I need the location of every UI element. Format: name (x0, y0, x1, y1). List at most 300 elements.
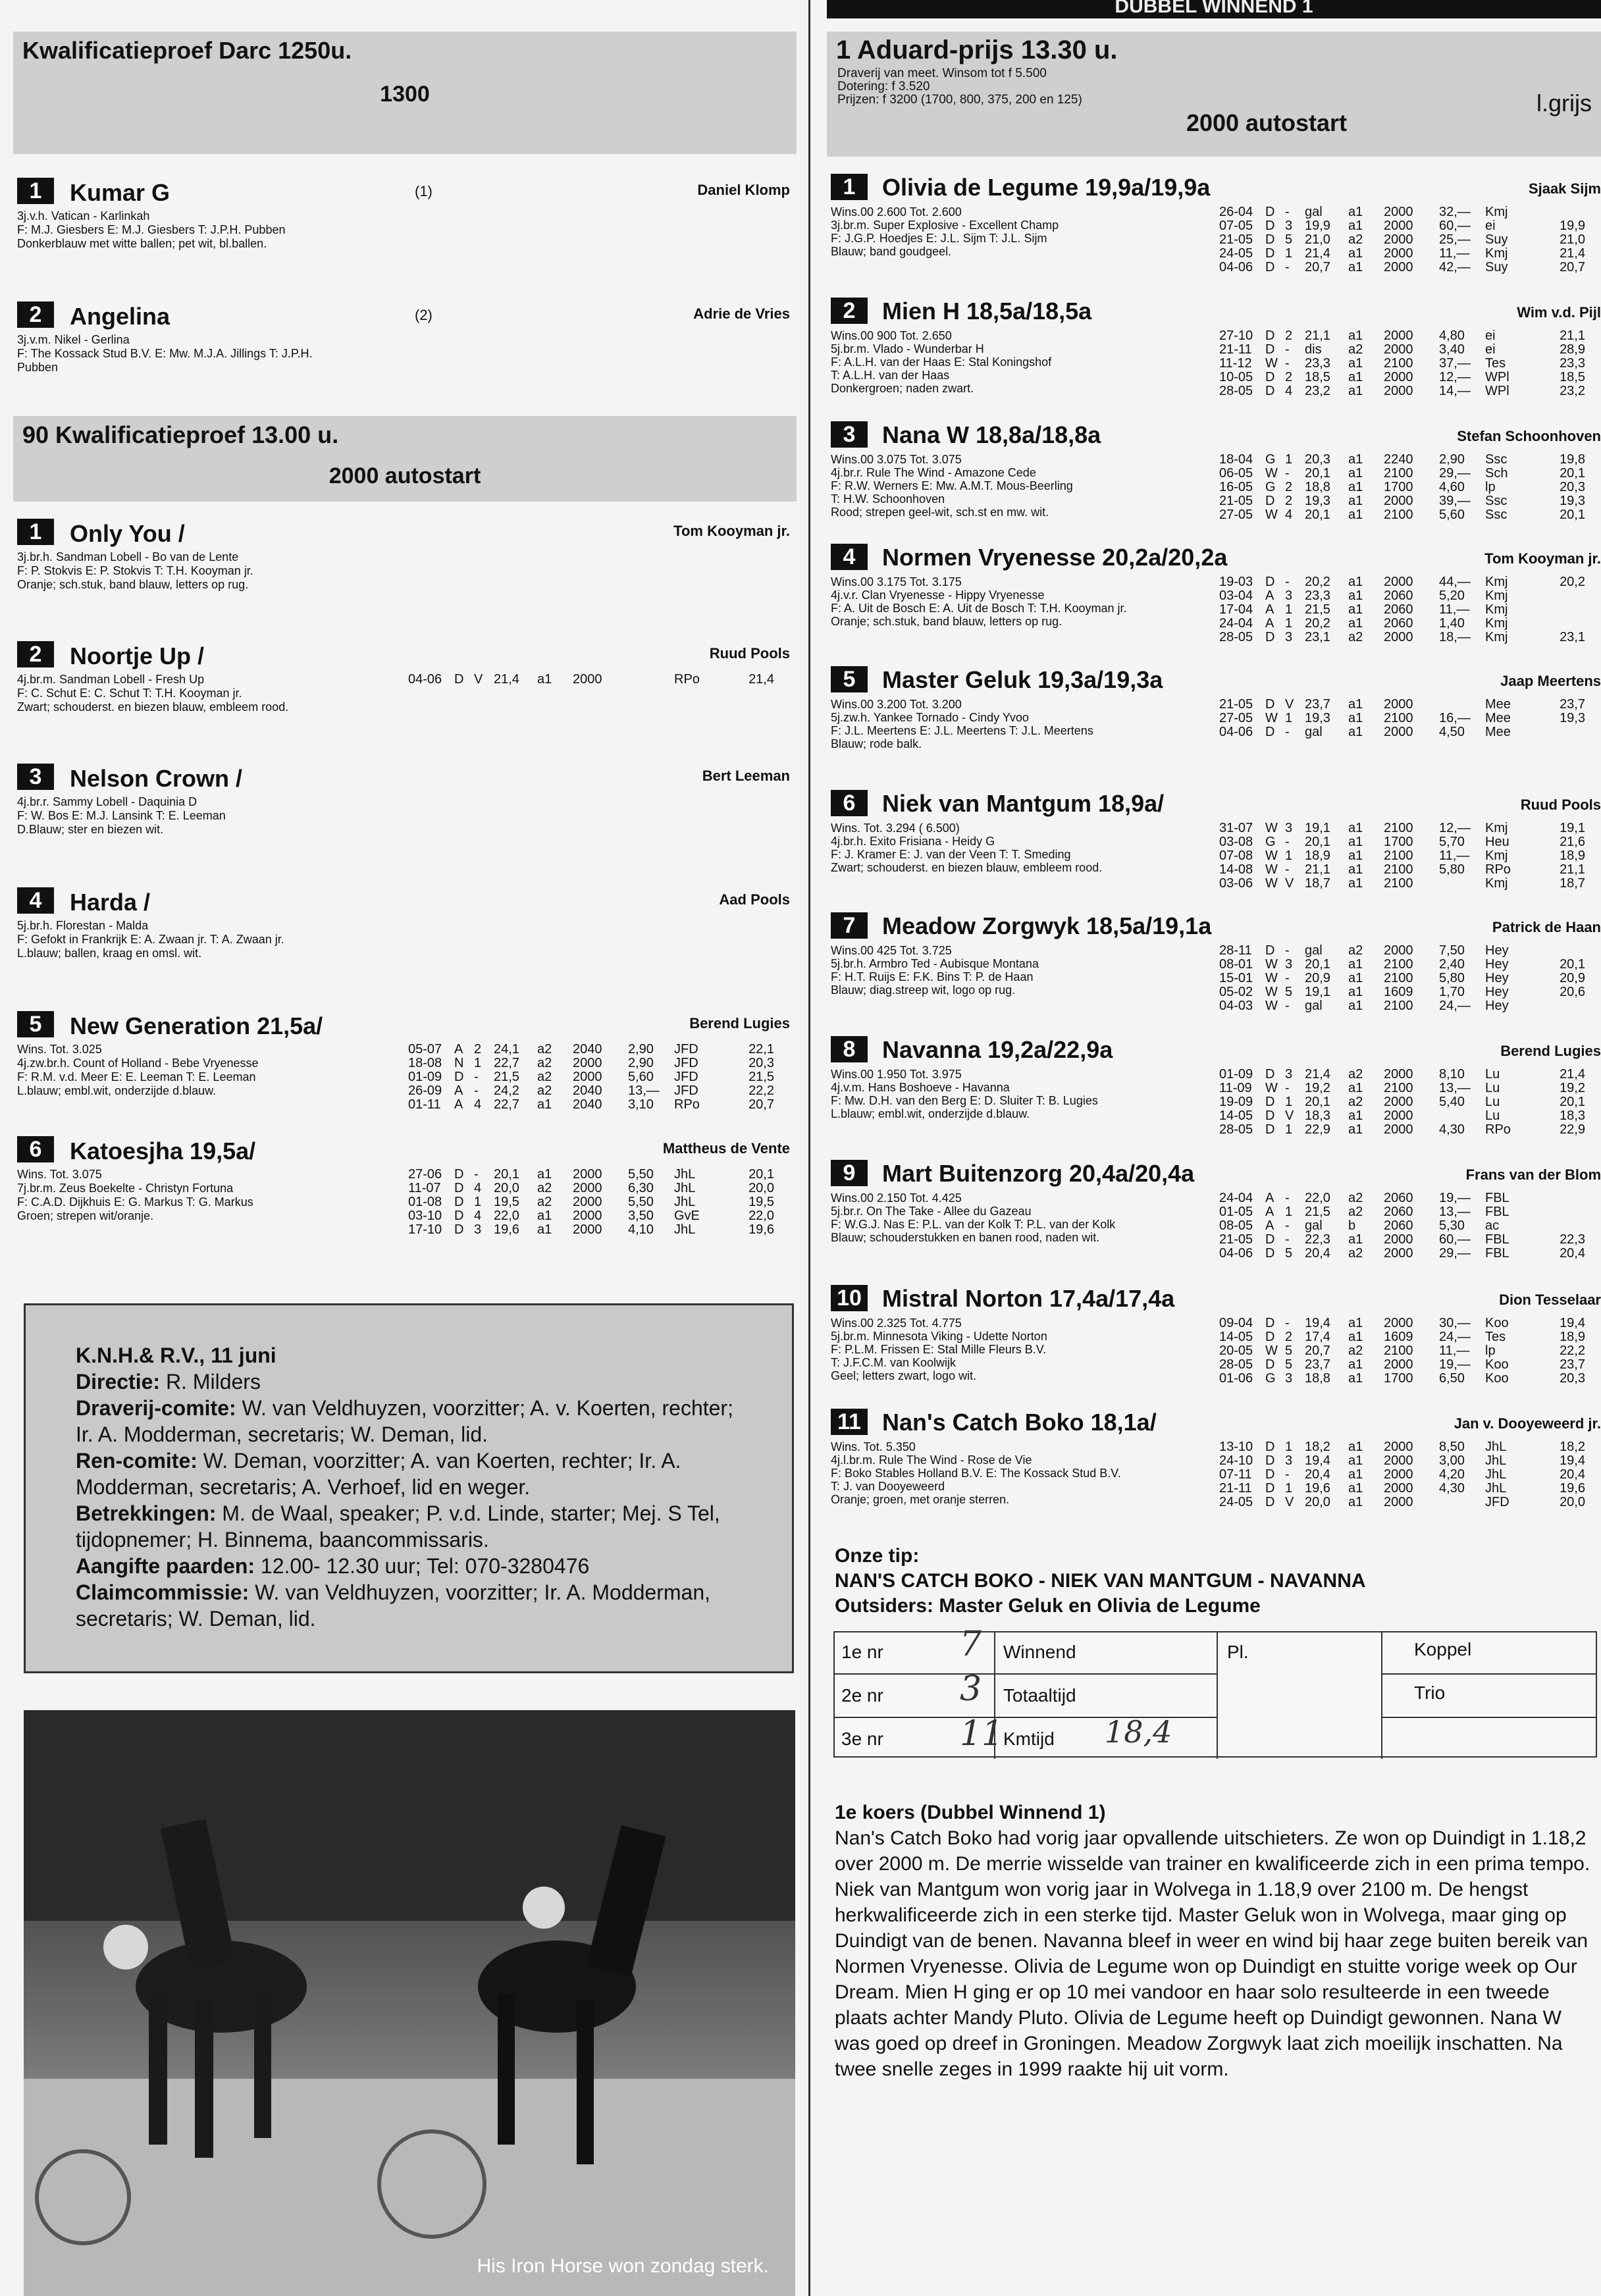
info-line: F: Boko Stables Holland B.V. E: The Kossack Stud B.V. (831, 1467, 1121, 1480)
start-cell: 31-07 (1219, 821, 1253, 835)
info-line: F: C. Schut E: C. Schut T: T.H. Kooyman jr. (17, 687, 242, 700)
horse-name: Niek van Mantgum 18,9a/ (882, 790, 1165, 817)
start-cell: 11,— (1439, 246, 1470, 261)
start-cell: D (454, 1167, 464, 1182)
start-cell: 1 (1285, 848, 1293, 863)
photo-caption: His Iron Horse won zondag sterk. (477, 2255, 769, 2277)
start-row (1219, 481, 1585, 494)
start-cell: 23,2 (1560, 384, 1585, 398)
start-cell: 1700 (1384, 1371, 1413, 1386)
start-row (1219, 261, 1585, 274)
start-cell: lp (1485, 480, 1496, 494)
start-cell: a1 (1348, 1440, 1363, 1454)
horse-name: Nana W 18,8a/18,8a (882, 421, 1101, 448)
start-cell: W (1265, 985, 1278, 999)
start-cell: - (474, 1070, 479, 1084)
start-row (1219, 1233, 1585, 1247)
start-cell: 2100 (1384, 466, 1413, 481)
start-cell: 19,5 (748, 1195, 774, 1209)
driver-name: Sjaak Sijm (1528, 180, 1601, 197)
start-cell: 2040 (573, 1042, 602, 1057)
start-cell: a1 (1348, 1122, 1363, 1137)
official-line (76, 1553, 752, 1579)
start-cell: 11-09 (1219, 1081, 1252, 1095)
start-row (1219, 877, 1585, 891)
start-row (408, 1098, 774, 1112)
start-cell: 2100 (1384, 711, 1413, 725)
official-role: Betrekkingen: (76, 1501, 217, 1525)
start-cell: 23,1 (1560, 630, 1585, 644)
start-cell: Koo (1485, 1316, 1509, 1330)
start-cell: 18,— (1439, 630, 1471, 644)
start-cell: 22,0 (1305, 1191, 1330, 1205)
start-cell: 01-09 (408, 1070, 442, 1084)
start-cell: 2,90 (1439, 452, 1465, 467)
start-cell: 3 (1285, 821, 1293, 835)
horse-entry (827, 1409, 1601, 1524)
start-cell: 17-10 (408, 1222, 442, 1237)
start-cell: D (454, 672, 464, 687)
start-cell: a1 (1348, 971, 1363, 985)
info-line: 4j.br.h. Exito Frisiana - Heidy G (831, 835, 995, 848)
start-cell: 20,0 (1305, 1495, 1330, 1509)
start-cell: 1 (1285, 1440, 1293, 1454)
start-cell: 18,7 (1560, 876, 1585, 891)
horse-name: Mart Buitenzorg 20,4a/20,4a (882, 1160, 1195, 1187)
start-cell: 22,7 (494, 1056, 519, 1070)
start-cell: 21-05 (1219, 1232, 1253, 1247)
start-cell (1439, 698, 1485, 712)
start-cell: 2000 (1384, 1095, 1413, 1109)
start-cell: - (1285, 1081, 1290, 1095)
start-cell: 01-08 (408, 1195, 442, 1209)
saddle-number: 1 (17, 178, 54, 204)
horse-entry (13, 301, 797, 423)
start-cell: Lu (1485, 1081, 1500, 1095)
start-cell: 20,9 (1305, 971, 1330, 985)
start-cell: 5 (1285, 1246, 1293, 1261)
handwritten-second: 3 (960, 1669, 982, 1709)
info-line: Groen; strepen wit/oranje. (17, 1209, 154, 1222)
start-cell: 19,3 (1560, 494, 1585, 508)
start-cell: JhL (1485, 1481, 1507, 1496)
driver-name: Jaap Meertens (1500, 673, 1601, 689)
info-line: T: A.L.H. van der Haas (831, 369, 950, 382)
info-line: 5j.zw.h. Yankee Tornado - Cindy Yvoo (831, 711, 1029, 724)
start-cell: W (1265, 848, 1278, 863)
start-cell: 03-10 (408, 1209, 442, 1223)
tip-label: Onze tip: (835, 1545, 920, 1567)
saddle-number: 4 (17, 887, 54, 914)
start-row (1219, 1317, 1585, 1330)
info-line: Wins.00 2.150 Tot. 4.425 (831, 1191, 962, 1205)
saddle-number: 6 (831, 790, 868, 816)
start-cell: a1 (1348, 1357, 1363, 1372)
start-cell: W (1265, 1344, 1278, 1358)
horse-entry (13, 764, 797, 885)
start-cell: 2040 (573, 1083, 602, 1098)
start-cell: Hey (1485, 957, 1509, 972)
start-cell: 18,2 (1560, 1440, 1585, 1454)
horse-name: Kumar G (70, 179, 171, 206)
driver-name: Ruud Pools (1520, 796, 1601, 813)
start-cell: 28-05 (1219, 384, 1253, 398)
start-cell: 28-11 (1219, 943, 1252, 958)
start-cell: 28-05 (1219, 1357, 1253, 1372)
start-row (1219, 205, 1585, 219)
third-place-label: 3e nr (841, 1729, 883, 1749)
start-cell: Sch (1485, 466, 1508, 481)
info-line: Wins. Tot. 3.075 (17, 1168, 102, 1181)
start-cell: Kmj (1485, 848, 1508, 863)
official-line (76, 1342, 752, 1369)
start-cell: D (1265, 943, 1275, 958)
start-cell: JFD (674, 1056, 698, 1070)
start-cell: 23,1 (1305, 630, 1330, 644)
start-cell: - (1285, 1232, 1290, 1247)
start-cell: - (1285, 943, 1290, 958)
start-cell: GvE (674, 1209, 700, 1223)
start-cell: 7,50 (1439, 943, 1465, 958)
start-cell: 2060 (1384, 616, 1413, 631)
horse-info (17, 550, 412, 592)
start-row (1219, 863, 1585, 877)
start-cell: 21,4 (748, 672, 774, 687)
start-cell: 29,— (1439, 466, 1471, 481)
start-cell: 5,50 (628, 1195, 654, 1209)
race-dotering: Dotering: f 3.520 (837, 80, 930, 93)
start-row (408, 1182, 774, 1195)
start-cell: 22,9 (1560, 1122, 1585, 1137)
info-line: Zwart; schouderst. en biezen blauw, embleem rood. (831, 861, 1103, 874)
start-row (1219, 589, 1585, 603)
official-line (76, 1448, 752, 1500)
start-cell: 2000 (1384, 1067, 1413, 1082)
start-cell: 23,3 (1305, 588, 1330, 603)
race-photo (24, 1710, 795, 2296)
start-cell: 20,1 (1560, 957, 1585, 972)
official-role: Claimcommissie: (76, 1580, 249, 1604)
start-cell: 12,— (1439, 821, 1471, 835)
race-distance: 2000 autostart (328, 463, 481, 488)
start-cell: 20,1 (1305, 835, 1330, 849)
start-cell: JhL (1485, 1453, 1507, 1468)
start-cell: 2000 (573, 1056, 602, 1070)
start-cell: D (1265, 246, 1275, 261)
start-cell: 08-01 (1219, 957, 1253, 972)
start-cell: 4,30 (1439, 1122, 1465, 1137)
saddle-number: 7 (831, 912, 868, 939)
horse-entry (827, 1285, 1601, 1400)
start-cell: 20,7 (1305, 1344, 1330, 1358)
start-cell: 3 (1285, 588, 1293, 603)
race-prizes: Prijzen: f 3200 (1700, 800, 375, 200 en 125) (837, 93, 1082, 107)
start-cell: 17-04 (1219, 602, 1253, 617)
start-cell: - (1285, 1191, 1290, 1205)
start-cell: 20,2 (1305, 616, 1330, 631)
info-line: 5j.br.r. On The Take - Allee du Gazeau (831, 1205, 1032, 1218)
start-cell: ei (1485, 219, 1496, 233)
start-cell: W (1265, 999, 1278, 1013)
start-cell: FBL (1485, 1232, 1509, 1247)
start-cell: 22,9 (1305, 1122, 1330, 1137)
start-row (1219, 725, 1585, 739)
start-row (1219, 329, 1585, 343)
start-cell: Ssc (1485, 452, 1508, 467)
starts-table (1219, 1317, 1585, 1386)
start-cell: 21,1 (1305, 328, 1330, 343)
start-cell: Kmj (1485, 821, 1508, 835)
start-cell (1546, 1191, 1585, 1205)
starts-table (408, 673, 774, 687)
start-cell: a1 (1348, 356, 1363, 371)
start-cell: 20,1 (748, 1167, 774, 1182)
start-cell: G (1265, 480, 1276, 494)
start-cell: 20,1 (1560, 466, 1585, 481)
start-cell: 21,4 (494, 672, 519, 687)
start-cell: D (1265, 1330, 1275, 1344)
start-cell: Kmj (1485, 876, 1508, 891)
start-cell: - (1285, 999, 1290, 1013)
horse-name: New Generation 21,5a/ (70, 1012, 323, 1039)
start-cell: 12,— (1439, 370, 1471, 384)
start-cell: 20,9 (1560, 971, 1585, 985)
start-cell: Hey (1485, 999, 1509, 1013)
start-row (1219, 453, 1585, 467)
start-cell: 21-11 (1219, 342, 1252, 357)
start-cell: 2100 (1384, 1344, 1413, 1358)
start-cell: 2000 (1384, 232, 1413, 247)
start-cell: - (1285, 835, 1290, 849)
start-cell: 18-04 (1219, 452, 1253, 467)
kmtijd-label: Kmtijd (1003, 1729, 1055, 1749)
horse-info (831, 1317, 1199, 1382)
start-cell: Koo (1485, 1371, 1509, 1386)
start-cell: 1 (1285, 1481, 1293, 1496)
official-names: R. Milders (160, 1370, 261, 1394)
start-cell: D (454, 1195, 464, 1209)
horse-entry (827, 298, 1601, 413)
start-cell: 1 (1285, 602, 1293, 617)
start-cell: gal (1305, 205, 1323, 219)
start-cell: a1 (1348, 1453, 1363, 1468)
start-cell: 2000 (1384, 260, 1413, 274)
start-cell: 2000 (1384, 1316, 1413, 1330)
official-line (76, 1395, 752, 1448)
horse-name: Noortje Up / (70, 642, 204, 669)
horse-info (831, 698, 1199, 750)
official-names: M. de Waal, speaker; P. v.d. Linde, starter; Mej. S Tel, tijdopnemer; H. Binnema, baancommissaris. (76, 1501, 720, 1552)
start-row (1219, 1109, 1585, 1123)
tip-outsiders: Outsiders: Master Geluk en Olivia de Legume (835, 1595, 1261, 1617)
start-cell: 19,1 (1305, 821, 1330, 835)
saddle-number: 2 (17, 301, 54, 328)
start-cell: 28,9 (1560, 342, 1585, 357)
start-cell: 2000 (1384, 575, 1413, 589)
start-cell: a1 (1348, 452, 1363, 467)
horse-name: Normen Vryenesse 20,2a/20,2a (882, 544, 1228, 571)
start-cell: V (1285, 1495, 1294, 1509)
start-cell: - (1285, 466, 1290, 481)
start-cell: 27-05 (1219, 508, 1253, 522)
info-line: Wins.00 2.325 Tot. 4.775 (831, 1317, 962, 1330)
start-cell: 24-10 (1219, 1453, 1253, 1468)
horse-name: Navanna 19,2a/22,9a (882, 1036, 1113, 1063)
start-cell: a1 (1348, 1081, 1363, 1095)
start-cell: RPo (674, 1097, 700, 1112)
info-line: F: J.L. Meertens E: J.L. Meertens T: J.L. Meertens (831, 724, 1093, 737)
start-cell: a1 (1348, 697, 1363, 712)
start-cell: D (1265, 494, 1275, 508)
start-cell: 2100 (1384, 876, 1413, 891)
start-cell: 01-06 (1219, 1371, 1253, 1386)
starts-table (1219, 698, 1585, 739)
start-cell: - (1285, 260, 1290, 274)
start-cell: a1 (537, 1097, 552, 1112)
start-cell: 2000 (573, 672, 602, 687)
start-cell: 27-06 (408, 1167, 442, 1182)
start-cell: a1 (1348, 466, 1363, 481)
start-cell: D (1265, 232, 1275, 247)
start-cell (1439, 877, 1485, 891)
start-row (408, 1209, 774, 1223)
start-row (408, 1057, 774, 1070)
driver-name: Berend Lugies (1500, 1043, 1601, 1059)
horse-info (17, 209, 412, 251)
info-line: 5j.br.h. Armbro Ted - Aubisque Montana (831, 957, 1039, 970)
meeting-date: K.N.H.& R.V., 11 juni (76, 1344, 276, 1367)
start-row (1219, 1191, 1585, 1205)
official-names: W. van Veldhuyzen, voorzitter; Ir. A. Modderman, secretaris; W. Deman, lid. (76, 1580, 710, 1631)
start-cell: a1 (1348, 602, 1363, 617)
start-cell: 2000 (1384, 1467, 1413, 1482)
start-cell: D (454, 1070, 464, 1084)
start-cell: D (1265, 219, 1275, 233)
info-line: F: A. Uit de Bosch E: A. Uit de Bosch T: T.H. Kooyman jr. (831, 602, 1127, 615)
start-cell: a1 (1348, 588, 1363, 603)
start-cell: a1 (1348, 1232, 1363, 1247)
start-cell: a2 (1348, 342, 1363, 357)
start-cell: 2 (474, 1042, 482, 1057)
start-cell: 2000 (1384, 328, 1413, 343)
start-cell: D (1265, 697, 1275, 712)
start-cell: 1,40 (1439, 616, 1465, 631)
start-cell: 22,7 (494, 1097, 519, 1112)
start-row (408, 1084, 774, 1098)
info-line: F: P.L.M. Frissen E: Stal Mille Fleurs B.V. (831, 1343, 1047, 1356)
article-body: Nan's Catch Boko had vorig jaar opvallende uitschieters. Ze won op Duindigt in 1.18,2 over 2000 m. De merrie wisselde van trainer en kwalificeerde zich in een prima tempo. Niek van Mantgum won vorig jaar in Wolvega in 1.18,9 over 2100 m. De hengst herkwalificeerde zich in een sterke tijd. Master Geluk won in Wolvega, maar ging op Duindigt van de benen. Navanna bleef in weer en wind bij haar zege buiten bereik van Normen Vryenesse. Olivia de Legume won op Duindigt en stuitte vorige week op Our Dream. Mien H ging er op 10 mei vandoor en haar solo resulteerde in een tweede plaats achter Mandy Pluto. Olivia de Legume heeft op Duindigt gewonnen. Nana W was goed op dreef in Groningen. Meadow Zorgwyk laat zich moeilijk inschatten. Na twee snelle zeges in 1999 raakte hij uit vorm. (835, 1827, 1590, 2080)
start-cell: 21-11 (1219, 1481, 1252, 1496)
start-cell: 20,3 (1560, 1371, 1585, 1386)
info-line: T: H.W. Schoonhoven (831, 492, 945, 506)
start-cell: 5,80 (1439, 862, 1465, 877)
start-cell: 4,30 (1439, 1481, 1465, 1496)
start-cell: W (1265, 821, 1278, 835)
start-cell: 23,3 (1560, 356, 1585, 371)
official-role: Directie: (76, 1370, 161, 1394)
info-line: F: J. Kramer E: J. van der Veen T: T. Smeding (831, 848, 1071, 861)
info-line: L.blauw; embl.wit, onderzijde d.blauw. (17, 1084, 217, 1097)
start-cell: 01-09 (1219, 1067, 1253, 1082)
start-cell: 2000 (1384, 1481, 1413, 1496)
start-cell: a1 (1348, 384, 1363, 398)
horse-name: Katoesjha 19,5a/ (70, 1137, 256, 1164)
start-cell: 2000 (1384, 370, 1413, 384)
start-cell: 2000 (1384, 1246, 1413, 1261)
start-cell: 1 (1285, 1122, 1293, 1137)
start-cell: 3,40 (1439, 342, 1465, 357)
start-row (408, 1195, 774, 1209)
start-cell: 1700 (1384, 835, 1413, 849)
starts-table (1219, 329, 1585, 398)
start-cell: 5,60 (1439, 508, 1465, 522)
start-cell: 20,0 (748, 1181, 774, 1195)
info-line: 4j.br.m. Sandman Lobell - Fresh Up (17, 673, 205, 686)
start-cell: a2 (1348, 1344, 1363, 1358)
start-cell: 2 (1285, 1330, 1293, 1344)
start-cell: 20,7 (1305, 260, 1330, 274)
start-cell: - (1285, 862, 1290, 877)
totaaltijd-label: Totaaltijd (1003, 1685, 1076, 1706)
start-cell: a1 (1348, 985, 1363, 999)
start-cell: W (1265, 466, 1278, 481)
start-cell: 19,4 (1305, 1453, 1330, 1468)
start-cell: 20,2 (1305, 575, 1330, 589)
start-cell: 20-05 (1219, 1344, 1253, 1358)
official-role: Ren-comite: (76, 1449, 197, 1473)
start-cell: Suy (1485, 232, 1508, 247)
info-line: Oranje; sch.stuk, band blauw, letters op rug. (831, 615, 1063, 628)
start-row (1219, 944, 1585, 958)
start-cell: 20,3 (748, 1056, 774, 1070)
start-cell: A (454, 1042, 463, 1057)
start-row (1219, 1095, 1585, 1109)
start-cell: 2060 (1384, 602, 1413, 617)
start-cell: 1 (474, 1195, 482, 1209)
start-cell: 2000 (1384, 342, 1413, 357)
start-cell: 20,4 (1560, 1467, 1585, 1482)
start-cell: ac (1485, 1218, 1500, 1233)
start-cell: 19,1 (1560, 821, 1585, 835)
start-cell: G (1265, 835, 1276, 849)
start-cell: 2240 (1384, 452, 1413, 467)
start-cell: 09-04 (1219, 1316, 1253, 1330)
start-row (1219, 1344, 1585, 1358)
start-cell: A (1265, 588, 1274, 603)
start-cell: 17,4 (1305, 1330, 1330, 1344)
horse-entry (13, 887, 797, 1009)
start-cell: a2 (537, 1070, 552, 1084)
start-cell: 19,3 (1305, 711, 1330, 725)
start-cell: 3,10 (628, 1097, 654, 1112)
start-cell: gal (1305, 943, 1323, 958)
start-cell: Lu (1485, 1067, 1500, 1082)
start-cell: 2000 (573, 1070, 602, 1084)
start-cell: 18,8 (1305, 1371, 1330, 1386)
start-row (1219, 1330, 1585, 1344)
start-cell: 19-09 (1219, 1095, 1253, 1109)
horse-name: Only You / (70, 520, 185, 547)
start-cell: a1 (1348, 494, 1363, 508)
winnend-label: Winnend (1003, 1642, 1076, 1662)
start-cell: 2100 (1384, 862, 1413, 877)
horse-info (17, 673, 412, 714)
horse-name: Mistral Norton 17,4a/17,4a (882, 1285, 1175, 1312)
start-cell: 2000 (1384, 219, 1413, 233)
race-distance: 2000 autostart (1186, 109, 1348, 136)
info-line: L.blauw; ballen, kraag en omsl. wit. (17, 947, 202, 960)
start-cell: 01-11 (408, 1097, 441, 1112)
